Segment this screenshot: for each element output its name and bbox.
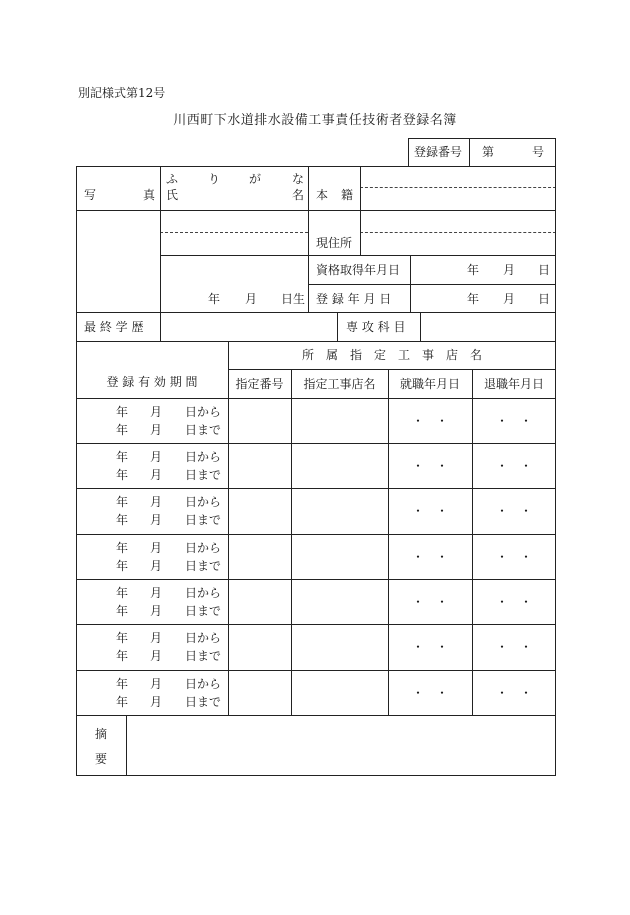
to-day: 日まで [185, 513, 222, 527]
to-year: 年 [116, 559, 129, 573]
resignation-date: ・ ・ [495, 640, 532, 654]
to-month: 月 [150, 468, 163, 482]
qualification-month: 月 [503, 263, 516, 277]
to-month: 月 [150, 559, 163, 573]
furigana-ri: り [208, 172, 221, 186]
name-label-mei: 名 [292, 188, 305, 202]
to-day: 日まで [185, 468, 222, 482]
from-year: 年 [116, 450, 129, 464]
registration-number-label: 登録番号 [414, 145, 463, 159]
employment-date: ・ ・ [411, 550, 448, 564]
employment-date: ・ ・ [411, 504, 448, 518]
registration-month: 月 [503, 292, 516, 306]
to-year: 年 [116, 423, 129, 437]
col-employment-date: 就職年月日 [399, 377, 460, 391]
to-year: 年 [116, 468, 129, 482]
from-month: 月 [150, 586, 163, 600]
col-designated-store: 指定工事店名 [303, 377, 376, 391]
honseki-label-b: 籍 [341, 188, 354, 202]
remarks-label-b: 要 [95, 752, 108, 766]
qualification-date-label: 資格取得年月日 [316, 263, 401, 277]
address-label: 現住所 [316, 236, 353, 250]
to-month: 月 [150, 604, 163, 618]
registration-number-suffix: 号 [532, 145, 545, 159]
from-day: 日から [185, 450, 222, 464]
name-label-shi: 氏 [166, 188, 179, 202]
page-title: 川西町下水道排水設備工事責任技術者登録名簿 [173, 113, 457, 128]
to-month: 月 [150, 513, 163, 527]
employment-date: ・ ・ [411, 414, 448, 428]
form-number: 別記様式第12号 [78, 86, 166, 100]
from-year: 年 [116, 586, 129, 600]
to-day: 日まで [185, 604, 222, 618]
major-label: 専 攻 科 目 [346, 320, 406, 334]
from-month: 月 [150, 495, 163, 509]
to-month: 月 [150, 649, 163, 663]
from-month: 月 [150, 677, 163, 691]
registration-date-label: 登 録 年 月 日 [316, 292, 392, 306]
col-designation-number: 指定番号 [235, 377, 284, 391]
to-month: 月 [150, 695, 163, 709]
birth-year: 年 [208, 292, 221, 306]
resignation-date: ・ ・ [495, 550, 532, 564]
birth-month: 月 [245, 292, 258, 306]
photo-label-b: 真 [143, 188, 156, 202]
affiliation-header: 所 属 指 定 工 事 店 名 [301, 348, 482, 362]
from-year: 年 [116, 405, 129, 419]
honseki-label-a: 本 [316, 188, 329, 202]
col-resignation-date: 退職年月日 [483, 377, 544, 391]
employment-date: ・ ・ [411, 595, 448, 609]
from-day: 日から [185, 631, 222, 645]
from-day: 日から [185, 405, 222, 419]
registration-year: 年 [467, 292, 480, 306]
education-label: 最 終 学 歴 [84, 320, 144, 334]
qualification-year: 年 [467, 263, 480, 277]
resignation-date: ・ ・ [495, 686, 532, 700]
from-year: 年 [116, 541, 129, 555]
furigana-na: な [292, 172, 305, 186]
from-day: 日から [185, 586, 222, 600]
from-month: 月 [150, 450, 163, 464]
employment-date: ・ ・ [411, 686, 448, 700]
employment-date: ・ ・ [411, 459, 448, 473]
from-year: 年 [116, 631, 129, 645]
resignation-date: ・ ・ [495, 414, 532, 428]
to-year: 年 [116, 695, 129, 709]
remarks-label-a: 摘 [95, 727, 108, 741]
employment-date: ・ ・ [411, 640, 448, 654]
to-month: 月 [150, 423, 163, 437]
furigana-ga: が [249, 172, 262, 186]
from-month: 月 [150, 631, 163, 645]
from-year: 年 [116, 495, 129, 509]
from-day: 日から [185, 677, 222, 691]
to-day: 日まで [185, 695, 222, 709]
registration-day: 日 [538, 292, 551, 306]
to-day: 日まで [185, 649, 222, 663]
qualification-day: 日 [538, 263, 551, 277]
from-day: 日から [185, 541, 222, 555]
furigana-fu: ふ [166, 172, 179, 186]
resignation-date: ・ ・ [495, 504, 532, 518]
birth-day: 日生 [281, 292, 306, 306]
resignation-date: ・ ・ [495, 459, 532, 473]
validity-period-label: 登 録 有 効 期 間 [106, 375, 198, 389]
photo-label-a: 写 [84, 188, 97, 202]
from-month: 月 [150, 405, 163, 419]
resignation-date: ・ ・ [495, 595, 532, 609]
from-year: 年 [116, 677, 129, 691]
to-day: 日まで [185, 423, 222, 437]
from-day: 日から [185, 495, 222, 509]
to-year: 年 [116, 513, 129, 527]
to-year: 年 [116, 649, 129, 663]
to-day: 日まで [185, 559, 222, 573]
registration-number-prefix: 第 [482, 145, 495, 159]
to-year: 年 [116, 604, 129, 618]
from-month: 月 [150, 541, 163, 555]
